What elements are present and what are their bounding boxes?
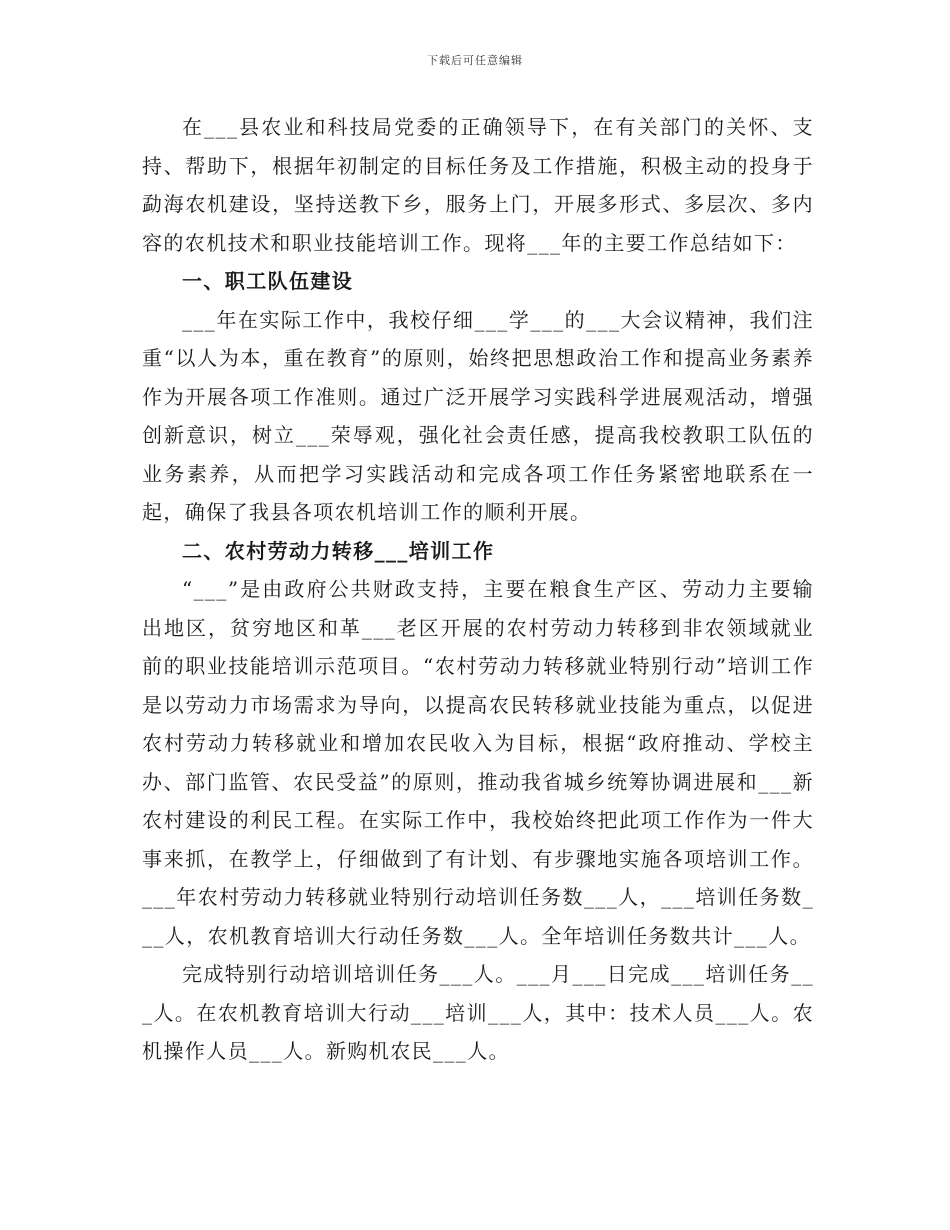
section-2-heading: 二、农村劳动力转移___培训工作 — [182, 538, 495, 563]
section-1-paragraph: ___年在实际工作中，我校仔细___学___的___大会议精神，我们注重“以人为本，重在教育”的原则，始终把思想政治工作和提高业务素养作为开展各项工作准则。通过广泛开展学习实践科学进展观活动，增强创新意识，树立___荣辱观，强化社会责任感，提高我校教职工队伍的业务素养，从而把学习实践活动和完成各项工作任务紧密地联系在一起，确保了我县各项农机培训工作的顺利开展。 — [142, 307, 814, 524]
page-header: 下载后可任意编辑 — [427, 54, 523, 67]
section-1-heading: 一、职工队伍建设 — [182, 269, 354, 293]
intro-paragraph: 在___县农业和科技局党委的正确领导下，在有关部门的关怀、支持、帮助下，根据年初制定的目标任务及工作措施，积极主动的投身于勐海农机建设，坚持送教下乡，服务上门，开展多形式、多层次、多内容的农机技术和职业技能培训工作。现将___年的主要工作总结如下： — [142, 115, 814, 255]
section-2-paragraph: “___”是由政府公共财政支持，主要在粮食生产区、劳动力主要输出地区，贫穷地区和革___老区开展的农村劳动力转移到非农领域就业前的职业技能培训示范项目。“农村劳动力转移就业特别行动”培训工作是以劳动力市场需求为导向，以提高农民转移就业技能为重点，以促进农村劳动力转移就业和增加农民收入为目标，根据“政府推动、学校主办、部门监管、农民受益”的原则，推动我省城乡统筹协调进展和___新农村建设的利民工程。在实际工作中，我校始终把此项工作作为一件大事来抓，在教学上，仔细做到了有计划、有步骤地实施各项培训工作。___年农村劳动力转移就业特别行动培训任务数___人，___培训任务数___人，农机教育培训大行动任务数___人。全年培训任务数共计___人。 — [142, 577, 814, 948]
document-body — [142, 108, 814, 1071]
section-2-paragraph-2: 完成特别行动培训培训任务___人。___月___日完成___培训任务___人。在农机教育培训大行动___培训___人，其中：技术人员___人。农机操作人员___人。新购机农民___人。 — [142, 962, 814, 1063]
